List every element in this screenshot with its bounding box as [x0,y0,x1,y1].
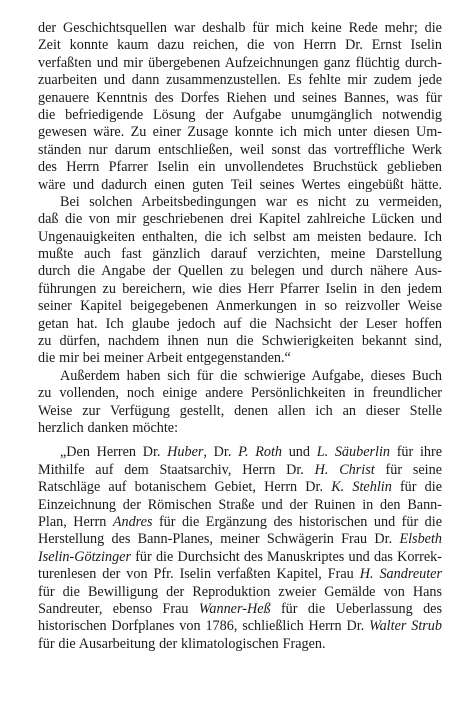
text-segment: für die Durchsicht des Manuskriptes und das Korrek- [131,548,442,565]
text-segment: historischen Dorfplanes von 1786, schließlich Herrn Dr. [38,618,370,635]
text-line: getan hat. Ich glaube jedoch auf die Nachsicht der Leser hoffen [38,315,442,332]
person-name: K. Stehlin [331,479,392,496]
text-segment: Herstellung des Bann-Planes, meiner Schwägerin Frau Dr. [38,531,400,548]
text-segment: für die Ergänzung des historischen und für die [152,513,442,530]
text-line: die befriedigende Lösung der Aufgabe unumgänglich notwendig [38,106,442,123]
text-line: verfaßten und mir übergebenen Aufzeichnungen ganz flüchtig durch- [38,54,442,71]
text-segment: , Dr. [203,444,239,461]
text-line: führungen zu bereichern, wie dies Herr Pfarrer Iselin in den jedem [38,280,442,297]
text-line: wäre und dadurch einen guten Teil seines Wertes eingebüßt hätte. [38,176,442,193]
text-line [38,618,442,635]
text-line [38,444,442,461]
text-line: Weise zur Verfügung gestellt, denen allen ich an dieser Stelle [38,402,442,419]
text-line: Ungenauigkeiten enthalten, die ich selbst am meisten bedaure. Ich [38,228,442,245]
text-segment: Mithilfe auf dem Staatsarchiv, Herrn Dr. [38,461,315,478]
text-segment: „Den Herren Dr. [60,444,168,461]
text-line: genauere Kenntnis des Dorfes Riehen und seines Bannes, was für [38,89,442,106]
person-name: Iselin-Götzinger [38,548,131,565]
person-name: H. Christ [314,461,375,478]
text-line [38,514,442,531]
text-segment: und [282,444,317,461]
text-line: die mir bei meiner Arbeit entgegenstanden.“ [38,350,291,367]
text-line [38,531,442,548]
text-line [38,584,442,601]
paragraph-gap [38,437,442,444]
text-line [38,566,442,583]
text-line: des Herrn Pfarrer Iselin ein unvollendetes Bruchstück geblieben [38,159,442,176]
text-line: zu vollenden, noch einige andere Persönlichkeiten in freundlicher [38,385,442,402]
text-segment: für ihre [390,444,442,461]
text-segment: Sandreuter, ebenso Frau [38,600,199,617]
text-segment: für die Bewilligung der Reproduktion zweier Gemälde von Hans [38,583,442,600]
person-name: Elsbeth [399,531,442,548]
text-line [38,497,442,514]
text-line: durch die Angabe der Quellen zu belegen und durch nähere Aus- [38,263,442,280]
person-name: Wanner-Heß [198,600,271,617]
text-segment: für seine [374,461,442,478]
person-name: P. Roth [238,444,282,461]
text-line: Bei solchen Arbeitsbedingungen war es nicht zu vermeiden, [60,193,442,210]
text-line: mußte auch fast gänzlich darauf verzichten, meine Darstellung [38,246,442,263]
text-line [38,636,442,653]
text-segment: für die Ueberlassung des [270,600,442,617]
paragraph-2 [38,194,442,368]
person-name: Andres [112,513,153,530]
person-name: L. Säuberlin [316,444,390,461]
text-line: herzlich danken möchte: [38,419,179,436]
text-segment: für die [391,479,442,496]
text-line: zuarbeiten und dann zusammenzustellen. Es fehlte mir zudem jede [38,72,442,89]
text-line: daß die von mir geschriebenen drei Kapitel zahlreiche Lücken und [38,211,442,228]
text-line: ständen nur darum entschließen, weil sonst das vortreffliche Werk [38,141,442,158]
text-line [38,601,442,618]
text-line: Zeit konnte kaum dazu reichen, die von Herrn Dr. Ernst Iselin [38,37,442,54]
text-line [38,549,442,566]
text-segment: Ratschläge auf botanischem Gebiet, Herrn Dr. [38,479,332,496]
paragraph-3 [38,368,442,438]
text-segment: Einzeichnung der Römischen Straße und der Ruinen in den Bann- [38,496,442,513]
person-name: H. Sandreuter [359,566,442,583]
text-segment: für die Ausarbeitung der klimatologischen Fragen. [38,635,326,652]
acknowledgements-quote [38,444,442,653]
text-line: der Geschichtsquellen war deshalb für mich keine Rede mehr; die [38,20,442,36]
text-line: Außerdem haben sich für die schwierige Aufgabe, dieses Buch [60,367,442,384]
person-name: Huber [167,444,204,461]
body-text [38,20,442,653]
text-line: seiner Kapitel beigegebenen Anmerkungen in so reizvoller Weise [38,298,442,315]
text-line: gewesen wäre. Zu einer Zusage konnte ich mich unter diesen Um- [38,124,442,141]
text-segment: turenlesen der von Pfr. Iselin verfaßten Kapitel, Frau [38,566,360,583]
paragraph-1 [38,20,442,194]
text-segment: Plan, Herrn [38,513,113,530]
text-line: zu dürfen, nachdem ihnen nun die Schwierigkeiten bekannt sind, [38,333,442,350]
text-line [38,462,442,479]
person-name: Walter Strub [369,618,442,635]
text-line [38,479,442,496]
